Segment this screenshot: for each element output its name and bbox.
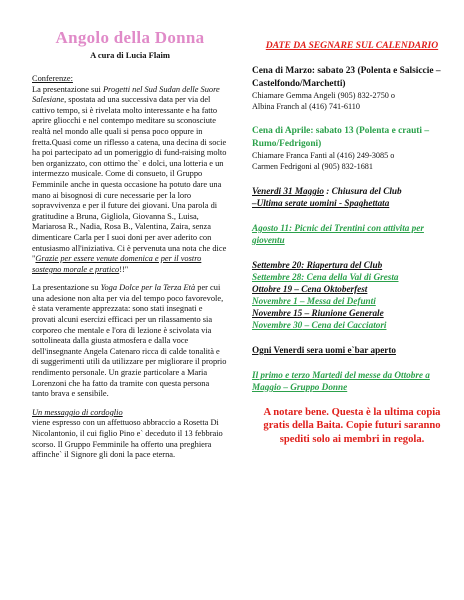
schedule-date: Novembre 1: [252, 296, 298, 306]
schedule-item: [252, 283, 452, 295]
schedule-text: – Riunione Generale: [302, 308, 384, 318]
cena-aprile-title: Cena di Aprile: sabato 13 (Polenta e crauti – Rumo/Fedrigoni): [252, 126, 430, 149]
para1-project-title: Progetti nel Sud Sudan delle Suore Salesiane: [32, 84, 220, 105]
schedule-item: [252, 271, 452, 283]
schedule-date: Settembre 20: [252, 260, 302, 270]
picnic-block: [252, 222, 452, 246]
left-column: [32, 28, 228, 469]
picnic-date: Agosto 11: [252, 223, 290, 233]
calendar-header: DATE DA SEGNARE SUL CALENDARIO: [265, 40, 439, 51]
schedule-item: [252, 295, 452, 307]
cena-marzo-line1: Chiamare Gemma Angeli (905) 832-2750 o: [252, 91, 396, 100]
para1-text-c: , spostata ad una successiva data per via del cattivo tempo, si è rivelata molto interessante e ha fatto aprire gliocchi e nel contempo meditare su sconosciute realtà nel mondo alle quali si pensa poco oppure in fretta.Quasi come un riflesso a catena, una decina di socie ha poi partecipato ad un pomeriggio di fund-raising molto ben organizzato, con ottimo the` e dolci, una lotteria e un intermezzo musicale. Come di consueto, il Gruppo Femminile anche in questa occasione ha potuto dare una mano ai bisognosi di cure necessarie per la loro sopravvivenza e per il future dei giovani. Una parola di gratitudine a Bruna, Gigliola, Giovanna S., Luisa, Mariarosa R., Nadia, Rosa B., Valentina, Zaira, senza dimenticare Carla per I suoi doni per aver aderito con entusiasmo all'iniziativa. Ci è pervenuta una nota che dice ": [32, 95, 227, 264]
conferenze-heading: Conferenze:: [32, 74, 73, 83]
schedule-item: [252, 259, 452, 271]
cena-marzo-contact: [252, 90, 452, 112]
chiusura-block: [252, 185, 452, 209]
cena-aprile-contact: [252, 150, 452, 172]
cena-marzo-block: [252, 65, 452, 112]
chiusura-line2: –Ultima serate uomini - Spaghettata: [252, 198, 390, 208]
schedule-text: – Cena dei Cacciatori: [302, 320, 387, 330]
cena-marzo-line2: Albina Franch al (416) 741-6110: [252, 102, 360, 111]
schedule-date: Novembre 15: [252, 308, 303, 318]
cena-aprile-line2: Carmen Fedrigoni al (905) 832-1681: [252, 162, 373, 171]
para3-text: viene espresso con un affettuoso abbraccio a Rosetta Di Nicolantonio, il cui figlio Pino e` deceduto il 13 febbraio scorso. Il Gruppo Femminile ha offerto una preghiera affinche` il Signore gli doni la pace eterna.: [32, 418, 223, 460]
yoga-paragraph: [32, 283, 228, 400]
schedule-text: : Cena della Val di Gresta: [301, 272, 399, 282]
cena-marzo-title: Cena di Marzo: sabato 23 (Polenta e Salsiccie – Castelfondo/Marchetti): [252, 66, 441, 89]
schedule-date: Settembre 28: [252, 272, 302, 282]
para2-text-a: La presentazione su: [32, 283, 101, 293]
conferenze-paragraph: [32, 74, 228, 275]
chiusura-text: : Chiusura del Club: [323, 186, 402, 196]
messe-line: [252, 369, 452, 393]
schedule-date: Novembre 30: [252, 320, 303, 330]
picnic-text: : Picnic dei Trentini con attivita per gioventu: [252, 223, 424, 245]
schedule-text: – Messa dei Defunti: [297, 296, 376, 306]
cena-aprile-block: [252, 125, 452, 172]
final-note: A notare bene. Questa è la ultima copia gratis della Baita. Copie futuri saranno spediti solo ai membri in regola.: [263, 407, 441, 445]
schedule-list: [252, 259, 452, 331]
cordoglio-paragraph: [32, 408, 228, 461]
schedule-item: [252, 307, 452, 319]
para1-text-e: !!": [119, 264, 129, 274]
venerdi-text: Ogni Venerdi sera uomi e`bar aperto: [252, 345, 397, 355]
cena-aprile-line1: Chiamare Franca Fanti al (416) 249-3085 o: [252, 151, 395, 160]
section-subtitle: A cura di Lucia Flaim: [90, 50, 170, 60]
para1-quote: Grazie per essere venute domenica e per il vostro sostegno morale e pratico: [32, 254, 202, 274]
schedule-item: [252, 319, 452, 331]
para1-text-a: La presentazione sui: [32, 84, 103, 94]
chiusura-date: Venerdi 31 Maggio: [252, 186, 324, 196]
schedule-date: Ottobre 19: [252, 284, 293, 294]
messe-text: Il primo e terzo Martedi del messe da Ottobre a Maggio – Gruppo Donne: [252, 370, 430, 392]
schedule-text: – Cena Oktoberfest: [292, 284, 368, 294]
para2-yoga-title: Yoga Dolce per la Terza Età: [100, 283, 196, 293]
right-column: [252, 40, 452, 446]
para2-text-c: per cui una adesione non alta per via del tempo poco favorevole, è stata veramente apprezzata: sono stati insegnati e provati alcuni esercizi efficaci per un rilassamento sia corporeo che mentale e l'ora di lezione è scivolata via sottolineata dalla giusta atmosfera e dalla voce dell'insegnante Angela Catenaro ricca di calde tonalità e di suggerimenti utili da utilizzare per migliorare il proprio rendimento personale. Un grazie particolare a Maria Lorenzoni che ha fatto da tramite con questa persona tanto brava e sensibile.: [32, 283, 227, 399]
section-title: Angolo della Donna: [55, 28, 205, 47]
venerdi-line: [252, 344, 452, 356]
cordoglio-heading: Un messaggio di cordoglio: [32, 407, 123, 417]
schedule-text: : Riapertura del Club: [301, 260, 383, 270]
